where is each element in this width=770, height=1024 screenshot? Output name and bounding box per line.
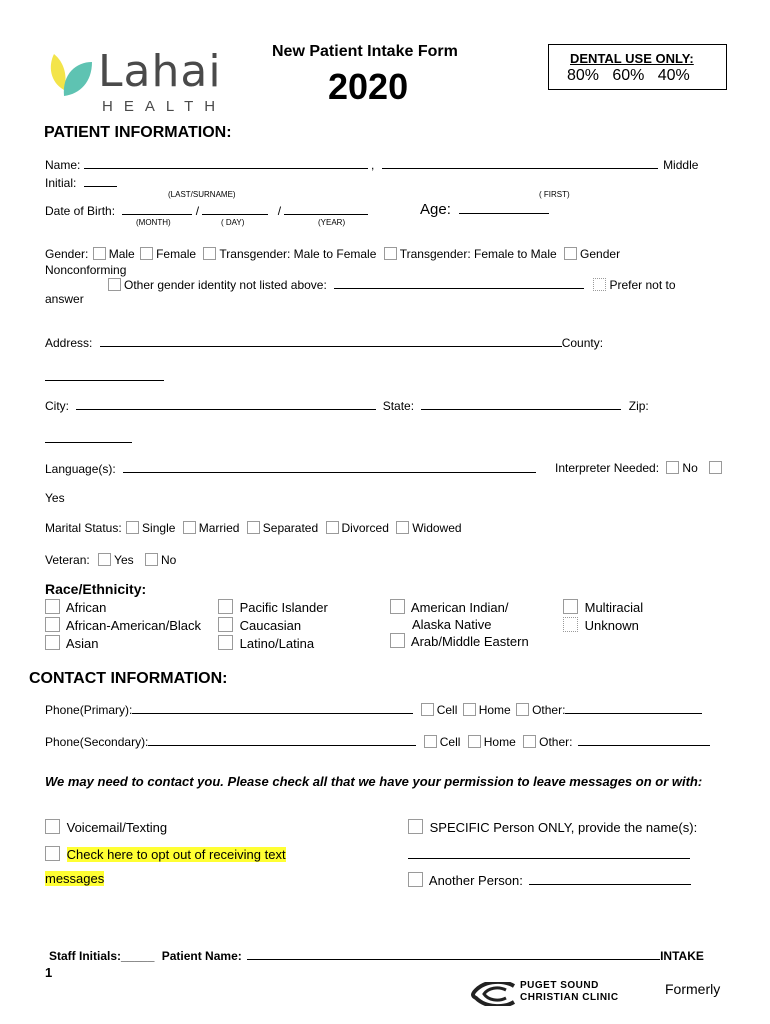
separated-label: Separated [262,521,319,535]
race-checkbox[interactable] [218,599,233,614]
logo-word: Lahai [98,46,222,97]
female-label: Female [156,247,197,261]
intake-label: INTAKE [660,949,704,963]
another-person-field[interactable] [529,873,691,885]
interpreter-yes-label: Yes [45,491,65,505]
trans-fm-label: Transgender: Female to Male [399,247,557,261]
opt-out-row [45,846,286,862]
race-checkbox[interactable] [563,599,578,614]
lahai-logo [44,46,227,118]
dental-use-label: DENTAL USE ONLY: [570,51,694,66]
address-label: Address: [45,336,93,350]
nonconforming-checkbox[interactable] [564,247,577,260]
male-checkbox[interactable] [93,247,106,260]
logo-sub: HEALTH [102,98,227,115]
single-checkbox[interactable] [126,521,139,534]
page-number: 1 [45,965,53,980]
primary-other-label: Other: [532,703,566,717]
middle-label: Middle [663,158,699,172]
widowed-checkbox[interactable] [396,521,409,534]
primary-cell-checkbox[interactable] [421,703,434,716]
race-checkbox[interactable] [390,599,405,614]
city-field[interactable] [76,398,376,410]
gender-row [45,247,620,261]
state-field[interactable] [421,398,621,410]
name-label: Name: [45,158,81,172]
another-person-checkbox[interactable] [408,872,423,887]
name-comma: , [371,158,375,172]
specific-person-field[interactable] [408,847,690,859]
veteran-yes-label: Yes [114,553,134,567]
race-col-4 [563,599,643,635]
gender-nc-label-2: Nonconforming [45,263,127,277]
race-label: Latino/Latina [239,636,315,651]
race-option [218,599,328,617]
specific-person-label: SPECIFIC Person ONLY, provide the name(s): [429,820,698,835]
another-person-row [408,872,691,888]
dental-use-box [548,44,727,90]
dob-month-hint: (MONTH) [136,218,171,227]
age-field[interactable] [459,202,549,214]
dental-use-values: 80% 60% 40% [567,67,690,84]
form-title: New Patient Intake Form [272,43,458,60]
dob-slash-1: / [195,204,200,218]
first-name-hint: ( FIRST) [539,190,570,199]
gender-label: Gender: [45,247,89,261]
phone-primary-label: Phone(Primary): [45,703,133,717]
language-row [45,461,536,476]
initial-row [45,175,117,190]
other-gender-field[interactable] [334,277,584,289]
patient-info-heading: PATIENT INFORMATION: [44,124,232,141]
widowed-label: Widowed [412,521,462,535]
race-label: African [65,600,107,615]
specific-person-checkbox[interactable] [408,819,423,834]
dob-day-hint: ( DAY) [221,218,245,227]
name-row [45,157,698,172]
interpreter-no-label: No [682,461,698,475]
race-option [45,635,201,653]
opt-out-label-1: Check here to opt out of receiving text [66,847,286,862]
male-label: Male [108,247,135,261]
veteran-yes-checkbox[interactable] [98,553,111,566]
phone-primary-row [45,702,702,717]
secondary-home-checkbox[interactable] [468,735,481,748]
clinic-line-2: CHRISTIAN CLINIC [520,992,619,1003]
voicemail-row [45,819,167,835]
interpreter-label: Interpreter Needed: [555,461,660,475]
state-label: State: [382,399,415,413]
secondary-other-label: Other: [539,735,573,749]
race-label: Unknown [584,618,639,633]
primary-other-field[interactable] [565,702,702,714]
race-label: African-American/Black [65,618,202,633]
age-label: Age: [420,201,451,218]
race-col-1 [45,599,201,653]
race-label: Caucasian [239,618,302,633]
divorced-label: Divorced [341,521,389,535]
race-option [563,617,643,635]
other-gender-checkbox[interactable] [108,278,121,291]
voicemail-label: Voicemail/Texting [66,820,168,835]
permission-text: We may need to contact you. Please check all that we have your permission to leave messages on or with: [45,774,703,789]
veteran-no-checkbox[interactable] [145,553,158,566]
dob-year-field[interactable] [284,203,368,215]
race-option [563,599,643,617]
race-option [218,635,328,653]
other-gender-row [108,277,676,292]
prefer-not-label-1: Prefer not to [609,278,676,292]
dob-year-hint: (YEAR) [318,218,346,227]
race-option [218,617,328,635]
race-option [390,633,529,650]
trans-fm-checkbox[interactable] [384,247,397,260]
leaf-icon [46,52,96,104]
initial-label: Initial: [45,176,77,190]
race-checkbox[interactable] [218,617,233,632]
race-option [45,599,201,617]
address-field[interactable] [100,335,562,347]
fish-icon [470,982,516,1006]
secondary-other-checkbox[interactable] [523,735,536,748]
patient-name-field[interactable] [247,948,660,960]
separated-checkbox[interactable] [247,521,260,534]
race-checkbox[interactable] [45,617,60,632]
form-year: 2020 [328,66,409,107]
prefer-not-label-2: answer [45,292,84,306]
race-label: Pacific Islander [239,600,328,615]
race-col-2 [218,599,328,653]
age-row [420,201,549,218]
race-label-cont: Alaska Native [412,617,492,632]
dob-day-field[interactable] [202,203,268,215]
clinic-line-1: PUGET SOUND [520,980,599,991]
opt-out-checkbox[interactable] [45,846,60,861]
language-field[interactable] [123,461,536,473]
primary-other-checkbox[interactable] [516,703,529,716]
race-label: American Indian/ [410,600,509,615]
opt-out-label-2: messages [45,871,105,886]
dob-slash-2: / [277,204,282,218]
last-name-hint: (LAST/SURNAME) [168,190,236,199]
veteran-row [45,553,176,567]
married-label: Married [198,521,240,535]
middle-initial-field[interactable] [84,175,117,187]
gender-nc-label-1: Gender [580,247,621,261]
county-field[interactable] [45,369,164,381]
patient-name-label: Patient Name: [161,949,242,963]
trans-mf-checkbox[interactable] [203,247,216,260]
race-checkbox[interactable] [563,617,578,632]
dob-label: Date of Birth: [45,204,116,218]
first-name-field[interactable] [382,157,658,169]
race-label: Arab/Middle Eastern [410,634,529,649]
married-checkbox[interactable] [183,521,196,534]
race-col-3 [390,599,529,650]
single-label: Single [142,521,176,535]
marital-label: Marital Status: [45,521,122,535]
phone-secondary-field[interactable] [148,734,416,746]
formerly-label: Formerly [665,981,721,997]
staff-initials: Staff Initials:_____ [49,949,155,963]
divorced-checkbox[interactable] [326,521,339,534]
phone-primary-field[interactable] [132,702,413,714]
footer-row [49,948,704,963]
secondary-cell-label: Cell [439,735,461,749]
clinic-logo [470,980,630,1008]
secondary-other-field[interactable] [578,734,710,746]
last-name-field[interactable] [84,157,368,169]
another-person-label: Another Person: [428,873,523,888]
race-option [390,599,529,616]
phone-secondary-row [45,734,710,749]
zip-field[interactable] [45,431,132,443]
secondary-home-label: Home [483,735,516,749]
county-label: County: [561,336,604,350]
other-gender-label: Other gender identity not listed above: [124,278,327,292]
voicemail-checkbox[interactable] [45,819,60,834]
race-checkbox[interactable] [218,635,233,650]
female-checkbox[interactable] [140,247,153,260]
specific-person-row [408,819,697,835]
dob-row [45,203,368,218]
primary-cell-label: Cell [436,703,458,717]
phone-secondary-label: Phone(Secondary): [45,735,149,749]
contact-info-heading: CONTACT INFORMATION: [29,670,228,687]
city-row [45,398,649,413]
race-label: Multiracial [584,600,644,615]
dob-month-field[interactable] [122,203,192,215]
zip-label: Zip: [628,399,649,413]
race-checkbox[interactable] [45,599,60,614]
interpreter-no-checkbox[interactable] [666,461,679,474]
race-label: Asian [65,636,99,651]
interpreter-yes-checkbox[interactable] [709,461,722,474]
city-label: City: [45,399,69,413]
trans-mf-label: Transgender: Male to Female [219,247,377,261]
primary-home-checkbox[interactable] [463,703,476,716]
race-checkbox[interactable] [390,633,405,648]
primary-home-label: Home [478,703,511,717]
veteran-label: Veteran: [45,553,90,567]
marital-row [45,521,462,535]
veteran-no-label: No [160,553,177,567]
race-heading: Race/Ethnicity: [45,581,147,597]
prefer-not-checkbox[interactable] [593,278,606,291]
secondary-cell-checkbox[interactable] [424,735,437,748]
race-checkbox[interactable] [45,635,60,650]
language-label: Language(s): [45,462,116,476]
address-row [45,335,603,350]
race-option [45,617,201,635]
interpreter-row [555,461,725,475]
